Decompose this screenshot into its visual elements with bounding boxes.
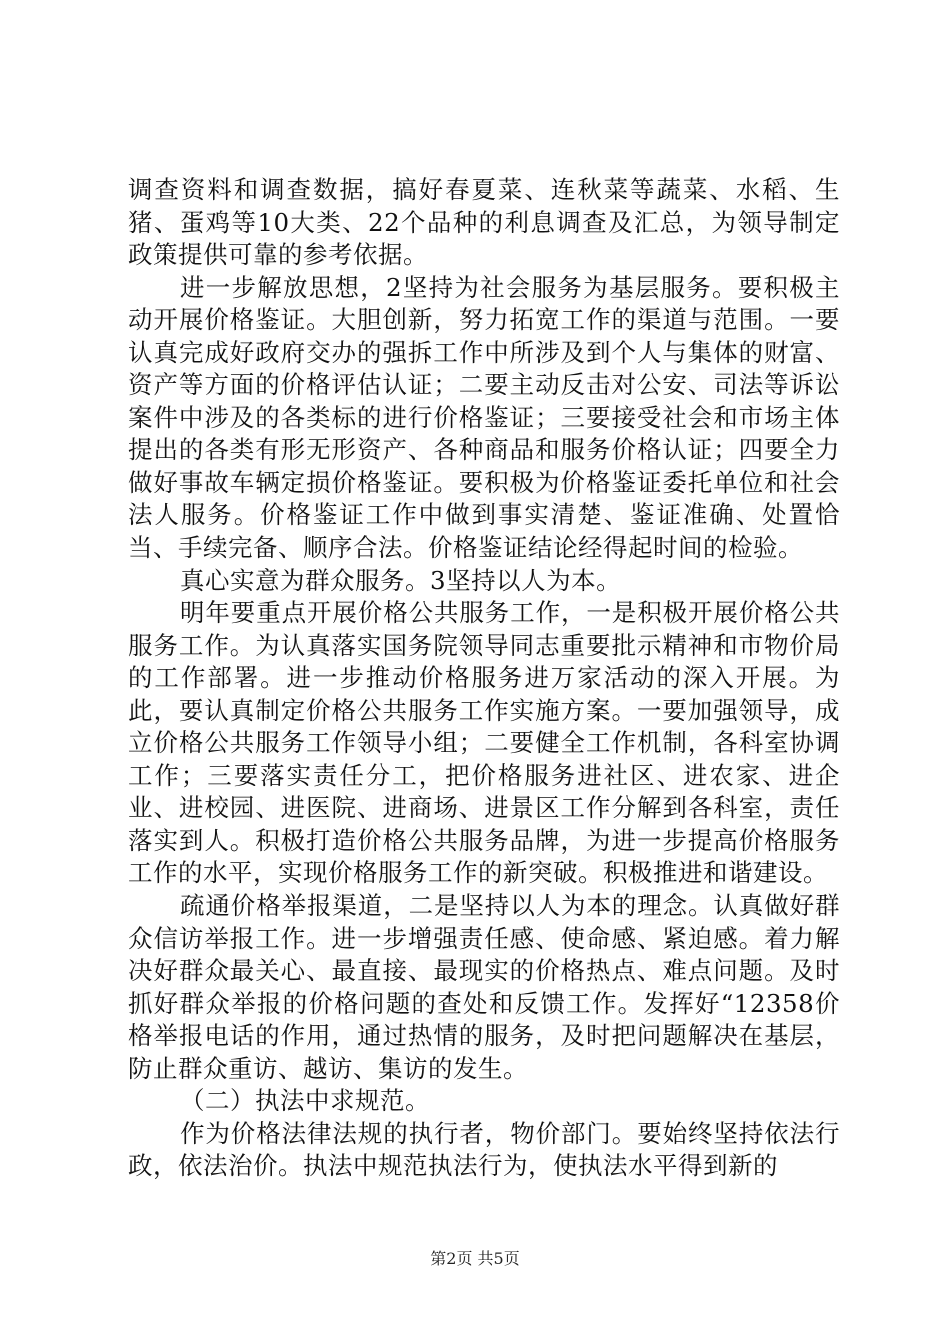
page-footer: 第2页 共5页: [430, 1249, 520, 1268]
paragraph-2: 进一步解放思想，2坚持为社会服务为基层服务。要积极主动开展价格鉴证。大胆创新，努力拓宽工作的渠道与范围。一要认真完成好政府交办的强拆工作中所涉及到个人与集体的财富、资产等方面的价格评估认证；二要主动反击对公安、司法等诉讼案件中涉及的各类标的进行价格鉴证；三要接受社会和市场主体提出的各类有形无形资产、各种商品和服务价格认证；四要全力做好事故车辆定损价格鉴证。要积极为价格鉴证委托单位和社会法人服务。价格鉴证工作中做到事实清楚、鉴证准确、处置恰当、手续完备、顺序合法。价格鉴证结论经得起时间的检验。: [128, 272, 840, 563]
paragraph-1: 调查资料和调查数据，搞好春夏菜、连秋菜等蔬菜、水稻、生猪、蛋鸡等10大类、22个品种的利息调查及汇总，为领导制定政策提供可靠的参考依据。: [128, 175, 840, 270]
paragraph-4: 明年要重点开展价格公共服务工作，一是积极开展价格公共服务工作。为认真落实国务院领导同志重要批示精神和市物价局的工作部署。进一步推动价格服务进万家活动的深入开展。为此，要认真制定价格公共服务工作实施方案。一要加强领导，成立价格公共服务工作领导小组；二要健全工作机制，各科室协调工作；三要落实责任分工，把价格服务进社区、进农家、进企业、进校园、进医院、进商场、进景区工作分解到各科室，责任落实到人。积极打造价格公共服务品牌，为进一步提高价格服务工作的水平，实现价格服务工作的新突破。积极推进和谐建设。: [128, 598, 840, 888]
document-body: [128, 174, 840, 1183]
paragraph-6: （二）执法中求规范。: [180, 1086, 430, 1116]
paragraph-3: 真心实意为群众服务。3坚持以人为本。: [180, 565, 622, 595]
paragraph-7: 作为价格法律法规的执行者，物价部门。要始终坚持依法行政，依法治价。执法中规范执法行为，使执法水平得到新的: [128, 1118, 840, 1181]
paragraph-5: 疏通价格举报渠道，二是坚持以人为本的理念。认真做好群众信访举报工作。进一步增强责任感、使命感、紧迫感。着力解决好群众最关心、最直接、最现实的价格热点、难点问题。及时抓好群众举报的价格问题的查处和反馈工作。发挥好“12358价格举报电话的作用，通过热情的服务，及时把问题解决在基层，防止群众重访、越访、集访的发生。: [128, 891, 840, 1083]
